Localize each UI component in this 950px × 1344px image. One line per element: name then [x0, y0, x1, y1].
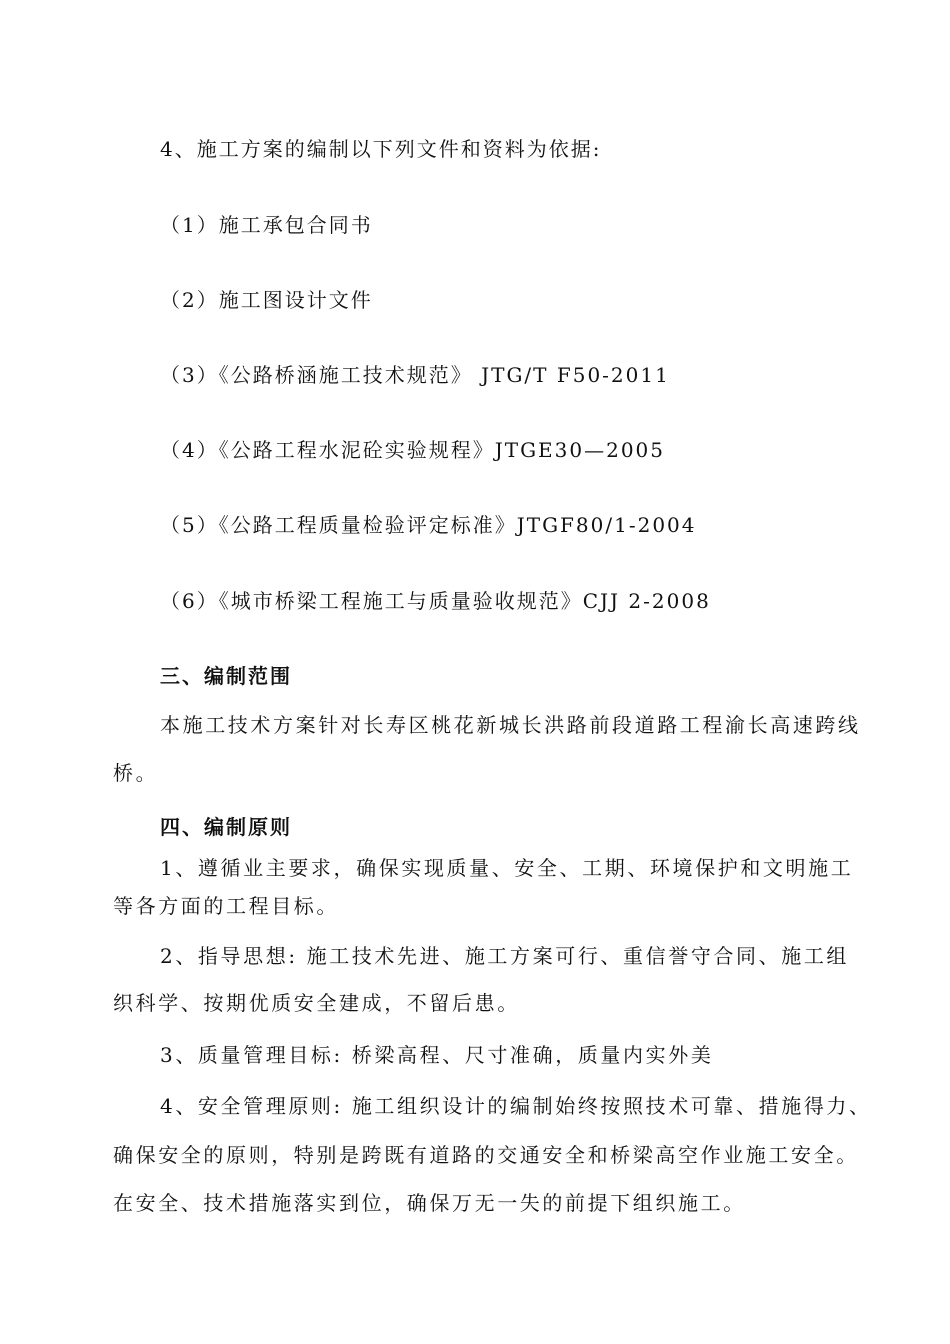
- principle-3: 3、质量管理目标: 桥梁高程、尺寸准确，质量内实外美: [160, 1043, 714, 1067]
- basis-item-1: （1）施工承包合同书: [160, 213, 373, 237]
- section-3-title: 三、编制范围: [160, 664, 292, 688]
- basis-item-3: （3）《公路桥涵施工技术规范》 JTG/T F50-2011: [160, 363, 670, 387]
- section-3-text: 本施工技术方案针对长寿区桃花新城长洪路前段道路工程渝长高速跨线: [160, 713, 861, 737]
- principle-4-cont-2: 在安全、技术措施落实到位，确保万无一失的前提下组织施工。: [113, 1191, 746, 1215]
- principle-2: 2、指导思想: 施工技术先进、施工方案可行、重信誉守合同、施工组: [160, 944, 850, 968]
- basis-item-6: （6）《城市桥梁工程施工与质量验收规范》CJJ 2-2008: [160, 589, 711, 613]
- basis-item-2: （2）施工图设计文件: [160, 288, 373, 312]
- section-4-title: 四、编制原则: [160, 815, 292, 839]
- basis-intro: 4、施工方案的编制以下列文件和资料为依据:: [160, 137, 602, 161]
- section-3-text-cont: 桥。: [113, 761, 159, 785]
- basis-item-4: （4）《公路工程水泥砼实验规程》JTGE30—2005: [160, 438, 666, 462]
- principle-4: 4、安全管理原则: 施工组织设计的编制始终按照技术可靠、措施得力、: [160, 1094, 872, 1118]
- principle-4-cont-1: 确保安全的原则，特别是跨既有道路的交通安全和桥梁高空作业施工安全。: [113, 1143, 859, 1167]
- principle-2-cont: 织科学、按期优质安全建成，不留后患。: [113, 991, 520, 1015]
- basis-item-5: （5）《公路工程质量检验评定标准》JTGF80/1-2004: [160, 513, 697, 537]
- principle-1: 1、遵循业主要求，确保实现质量、安全、工期、环境保护和文明施工: [160, 856, 854, 880]
- principle-1-cont: 等各方面的工程目标。: [113, 894, 339, 918]
